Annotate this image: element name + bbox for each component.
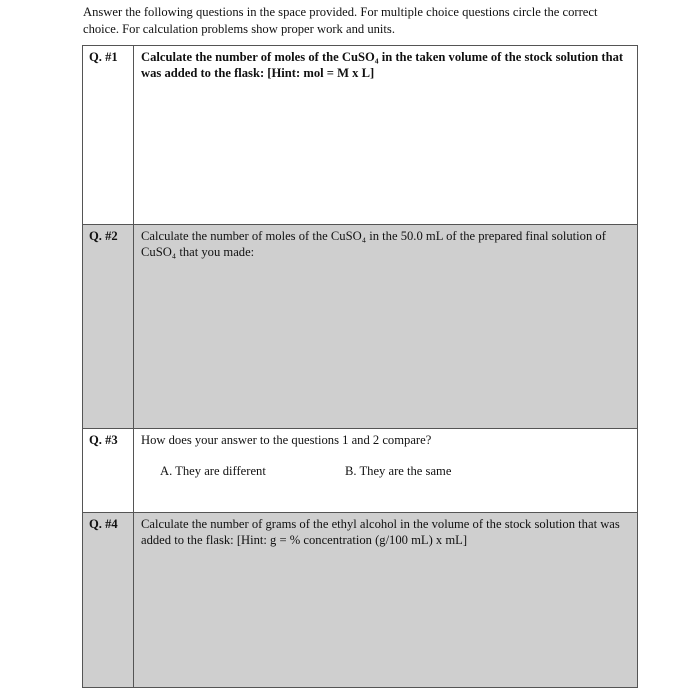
instructions-text: Answer the following questions in the space provided. For multiple choice questions circle the correct choice. For calculation problems show proper work and units. (83, 5, 598, 36)
choice-group (141, 463, 629, 479)
answer-area-3 (134, 429, 638, 513)
question-text: Calculate the number of grams of the ethyl alcohol in the volume of the stock solution that was added to the flask: [Hint: g = % concentration (g/100 mL) x mL] (141, 517, 620, 547)
answer-area-2[interactable] (134, 225, 638, 429)
answer-area-4[interactable] (134, 513, 638, 688)
question-row-1 (83, 46, 638, 225)
question-row-2 (83, 225, 638, 429)
question-label: Q. #3 (83, 429, 134, 513)
question-row-3 (83, 429, 638, 513)
question-row-4 (83, 513, 638, 688)
questions-table (82, 45, 638, 688)
question-label: Q. #4 (83, 513, 134, 688)
question-text: Calculate the number of moles of the CuSO₄ in the 50.0 mL of the prepared final solution of CuSO₄ that you made: (141, 229, 606, 259)
question-label: Q. #2 (83, 225, 134, 429)
choice-b[interactable]: B. They are the same (345, 464, 452, 478)
question-text: How does your answer to the questions 1 and 2 compare? (141, 433, 432, 447)
choice-a[interactable]: A. They are different (160, 464, 266, 478)
question-label: Q. #1 (83, 46, 134, 225)
question-text: Calculate the number of moles of the CuSO₄ in the taken volume of the stock solution that was added to the flask: [Hint: mol = M x L] (141, 50, 624, 80)
answer-area-1[interactable] (134, 46, 638, 225)
